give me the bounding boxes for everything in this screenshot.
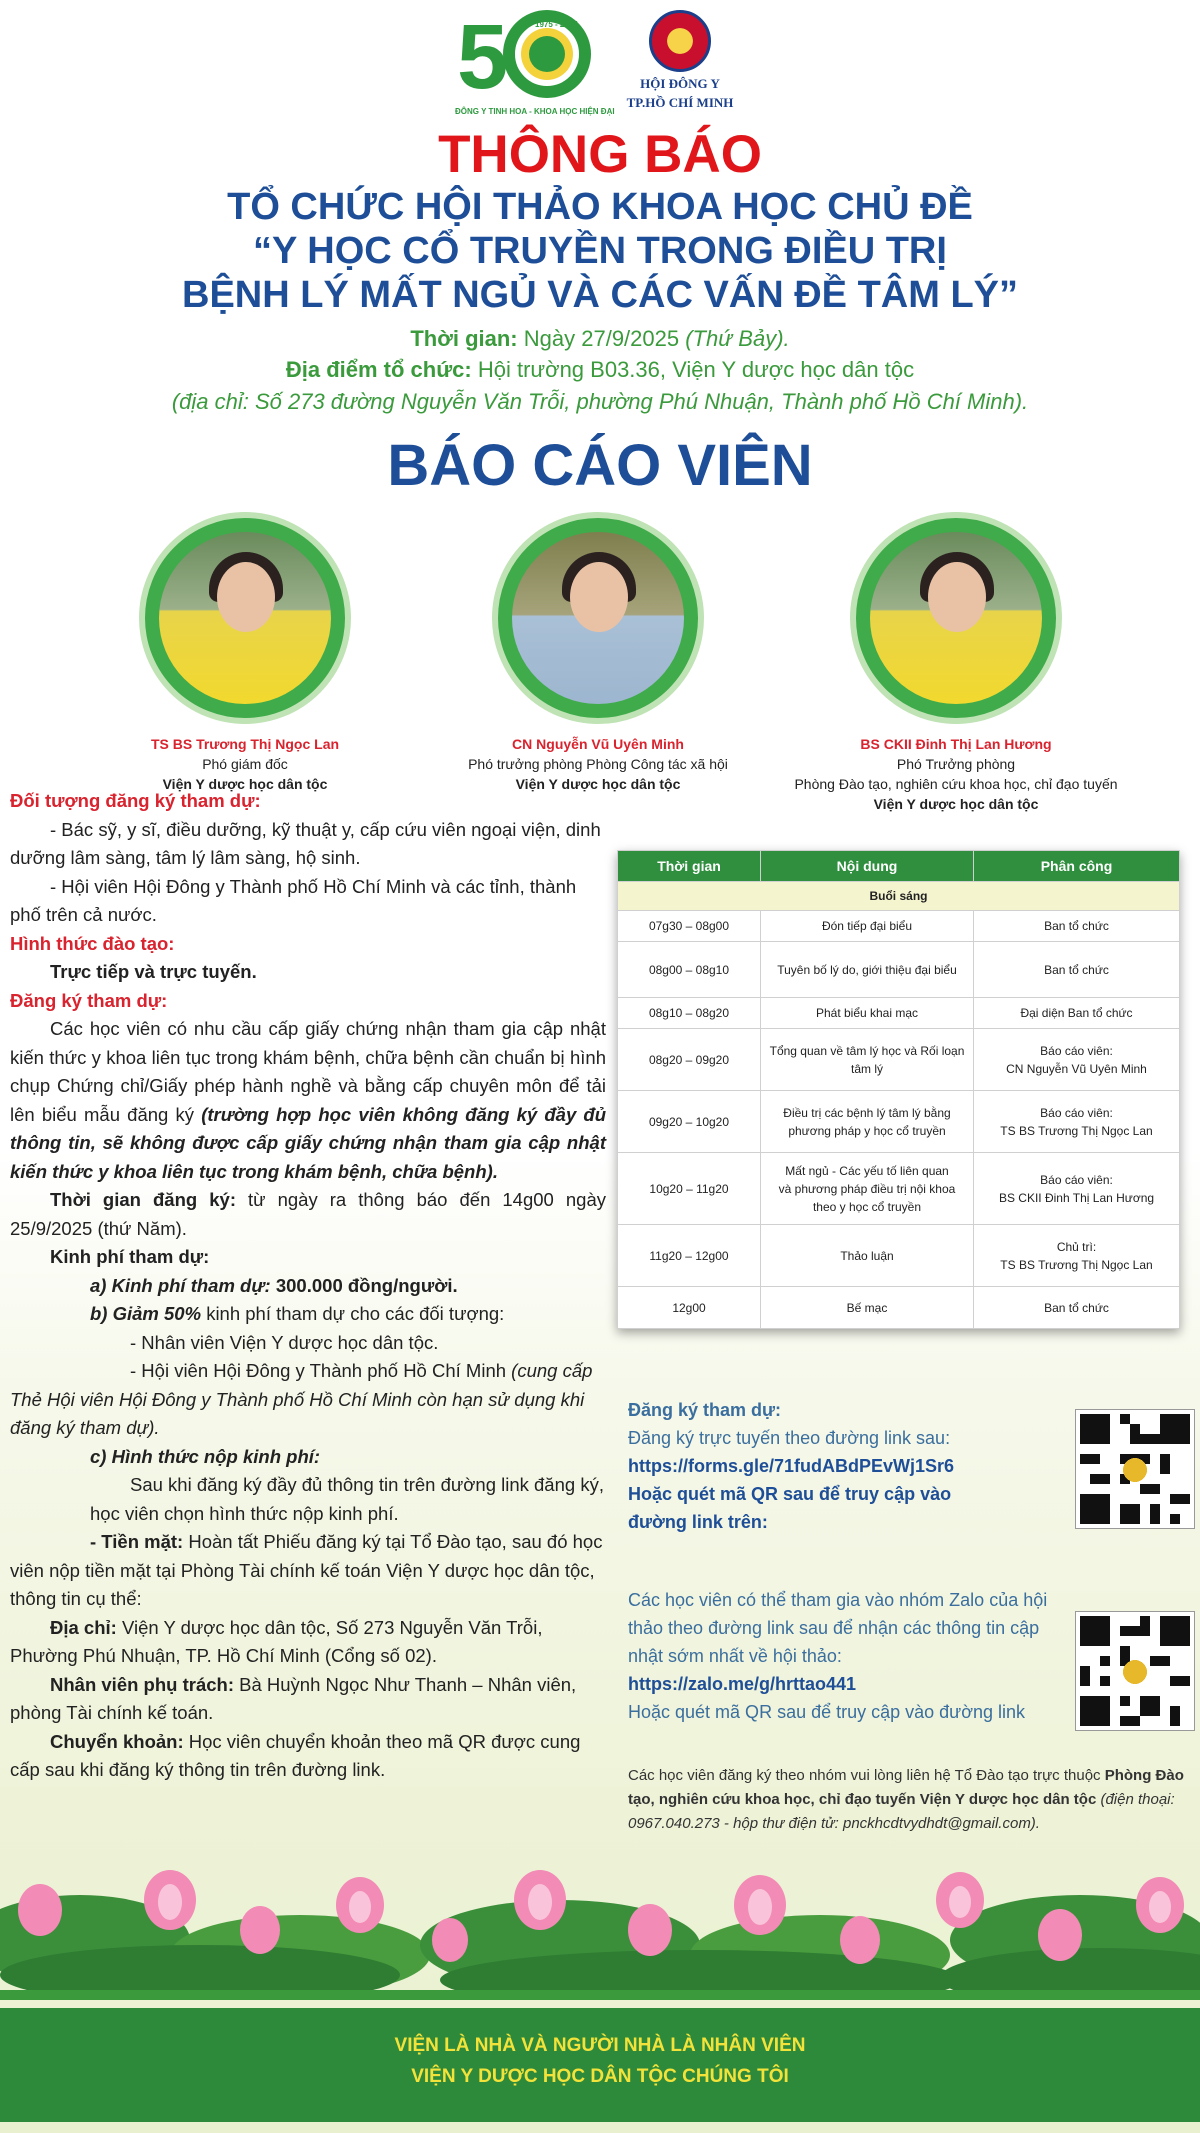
fee-c-heading <box>10 1443 606 1472</box>
schedule-table <box>617 850 1180 1329</box>
speaker-role: Phó trưởng phòng Phòng Công tác xã hội <box>468 756 728 772</box>
workshop-title-line2: “Y HỌC CỔ TRUYỀN TRONG ĐIỀU TRỊ <box>253 230 947 272</box>
zalo-group <box>628 1586 1068 1726</box>
cash-label: - Tiền mặt: <box>90 1531 184 1552</box>
event-place <box>0 357 1200 383</box>
row-content: Phát biểu khai mạc <box>761 998 974 1029</box>
row-assign: Đại diện Ban tổ chức <box>974 998 1180 1029</box>
footer-slogan <box>0 2030 1200 2092</box>
row-time: 09g20 – 10g20 <box>618 1091 761 1153</box>
table-row <box>618 1153 1180 1225</box>
contact-text: Các học viên đăng ký theo nhóm vui lòng liên hệ Tổ Đào tạo trực thuộc <box>628 1767 1101 1784</box>
svg-text:5: 5 <box>457 8 509 100</box>
cash-value: Hoàn tất Phiếu đăng ký tại Tổ Đào tạo, sau đó học viên nộp tiền mặt tại Phòng Tài chính kế toán Viện Y dược học dân tộc, thông tin cụ thể: <box>10 1531 603 1609</box>
staff-value: Bà Huỳnh Ngọc Như Thanh – Nhân viên, phòng Tài chính kế toán. <box>10 1673 577 1723</box>
speaker-photo <box>850 512 1062 724</box>
zalo-qr-code[interactable] <box>1076 1612 1194 1730</box>
register-box-heading: Đăng ký tham dự: <box>628 1400 782 1420</box>
row-content: Tuyên bố lý do, giới thiệu đại biểu <box>761 942 974 998</box>
row-assign: Báo cáo viên: CN Nguyễn Vũ Uyên Minh <box>974 1029 1180 1091</box>
transfer-label: Chuyển khoản: <box>50 1730 184 1752</box>
speaker-org: Viện Y dược học dân tộc <box>162 776 328 792</box>
address-label: Địa chỉ: <box>50 1616 117 1638</box>
fee-b <box>10 1300 606 1329</box>
row-assign: Báo cáo viên: BS CKII Đinh Thị Lan Hương <box>974 1153 1180 1225</box>
speaker-org: Viện Y dược học dân tộc <box>515 776 681 792</box>
hoi-dong-y-city: TP.HỒ CHÍ MINH <box>626 95 734 110</box>
session-row <box>618 882 1180 911</box>
anniversary-caption: ĐÔNG Y TINH HOA - KHOA HỌC HIỆN ĐẠI <box>455 107 615 116</box>
table-row <box>618 911 1180 942</box>
row-assign: Ban tổ chức <box>974 942 1180 998</box>
speaker-photo <box>492 512 704 724</box>
speaker-role: Phó giám đốc <box>202 756 288 772</box>
table-row <box>618 942 1180 998</box>
zalo-line2: Hoặc quét mã QR sau để truy cập vào đường link <box>628 1702 1026 1722</box>
audience-item-1: - Bác sỹ, y sĩ, điều dưỡng, kỹ thuật y, cấp cứu viên ngoại viện, dinh dưỡng lâm sàng, tâm lý lâm sàng, hộ sinh. <box>10 818 601 868</box>
speaker-name: BS CKII Đinh Thị Lan Hương <box>860 736 1052 752</box>
schedule-header-row <box>618 851 1180 882</box>
speaker-3 <box>766 512 1146 814</box>
register-heading: Đăng ký tham dự: <box>10 989 168 1011</box>
slogan-line2: VIỆN Y DƯỢC HỌC DÂN TỘC CHÚNG TÔI <box>411 2066 789 2087</box>
time-label: Thời gian: <box>410 326 518 351</box>
fee-b-value: kinh phí tham dự cho các đối tượng: <box>206 1303 505 1324</box>
row-assign: Chủ trì: TS BS Trương Thị Ngọc Lan <box>974 1225 1180 1287</box>
qr-code-icon <box>1080 1616 1190 1726</box>
session-label: Buổi sáng <box>618 882 1180 911</box>
event-address: (địa chỉ: Số 273 đường Nguyễn Văn Trỗi, phường Phú Nhuận, Thành phố Hồ Chí Minh). <box>171 389 1029 414</box>
speaker-role: Phó Trưởng phòng <box>896 756 1016 772</box>
speakers-heading: BÁO CÁO VIÊN <box>387 433 813 498</box>
place-value: Hội trường B03.36, Viện Y dược học dân tộc <box>477 357 915 382</box>
row-assign: Ban tổ chức <box>974 1287 1180 1329</box>
fee-b-item-1: - Nhân viên Viện Y dược học dân tộc. <box>130 1331 439 1353</box>
row-time: 08g20 – 09g20 <box>618 1029 761 1091</box>
fee-b-item-2 <box>10 1357 606 1443</box>
audience-item-2: - Hội viên Hội Đông y Thành phố Hồ Chí Minh và các tỉnh, thành phố trên cả nước. <box>10 875 577 925</box>
speaker-org: Viện Y dược học dân tộc <box>873 796 1039 812</box>
table-row <box>618 1287 1180 1329</box>
yin-yang-seal-icon <box>649 10 711 72</box>
fee-c-label: c) Hình thức nộp kinh phí: <box>90 1445 321 1467</box>
table-row <box>618 1225 1180 1287</box>
format-value: Trực tiếp và trực tuyến. <box>50 961 257 982</box>
table-row <box>618 998 1180 1029</box>
fee-b-label: b) Giảm 50% <box>90 1303 202 1324</box>
row-content: Bế mạc <box>761 1287 974 1329</box>
row-time: 12g00 <box>618 1287 761 1329</box>
fee-a-label: a) Kinh phí tham dự: <box>90 1274 271 1296</box>
register-box-line1: Đăng ký trực tuyến theo đường link sau: <box>628 1428 951 1448</box>
format-heading: Hình thức đào tạo: <box>10 932 175 954</box>
row-assign: Báo cáo viên: TS BS Trương Thị Ngọc Lan <box>974 1091 1180 1153</box>
register-paragraph <box>10 1015 606 1186</box>
row-content: Tổng quan về tâm lý học và Rối loạn tâm lý <box>761 1029 974 1091</box>
deadline-value: từ ngày ra thông báo đến 14g00 ngày 25/9/2025 (thứ Năm). <box>10 1189 606 1239</box>
place-label: Địa điểm tổ chức: <box>285 357 472 382</box>
row-time: 08g00 – 08g10 <box>618 942 761 998</box>
zalo-link[interactable]: https://zalo.me/g/hrttao441 <box>628 1674 857 1694</box>
register-box-line2: Hoặc quét mã QR sau để truy cập vào đường link trên: <box>628 1484 952 1532</box>
speaker-name: CN Nguyễn Vũ Uyên Minh <box>512 736 684 752</box>
register-warning: (trường hợp học viên không đăng ký đầy đủ thông tin, sẽ không được cấp giấy chứng nhận tham gia cập nhật kiến thức y khoa liên tục trong khám bệnh, chữa bệnh). <box>10 1103 607 1182</box>
transfer-value: Học viên chuyển khoản theo mã QR được cung cấp sau khi đăng ký thông tin trên đường link. <box>10 1730 581 1780</box>
audience-heading: Đối tượng đăng ký tham dự: <box>10 790 261 811</box>
hoi-dong-y-logo <box>620 10 740 116</box>
contact-department: Phòng Đào tạo, nghiên cứu khoa học, chỉ đạo tuyến Viện Y dược học dân tộc <box>628 1767 1184 1808</box>
staff-label: Nhân viên phụ trách: <box>50 1673 234 1695</box>
speaker-name: TS BS Trương Thị Ngọc Lan <box>150 736 340 752</box>
fee-a <box>10 1272 606 1301</box>
footer-stripe <box>0 1990 1200 2000</box>
table-row <box>618 1029 1180 1091</box>
lotus-decoration <box>0 1790 1200 1990</box>
fee-c-paragraph: Sau khi đăng ký đầy đủ thông tin trên đường link đăng ký, học viên chọn hình thức nộp kinh phí. <box>90 1474 604 1524</box>
registration-details <box>10 787 606 1785</box>
fee-b-item-2-text: - Hội viên Hội Đông y Thành phố Hồ Chí Minh <box>130 1360 507 1381</box>
event-time <box>0 326 1200 352</box>
cash-payment <box>10 1528 606 1614</box>
deadline <box>10 1186 606 1243</box>
qr-code-icon <box>1080 1414 1190 1524</box>
speaker-photo <box>139 512 351 724</box>
fee-heading: Kinh phí tham dự: <box>50 1246 210 1267</box>
speaker-2 <box>408 512 788 794</box>
register-text: Các học viên có nhu cầu cấp giấy chứng nhận tham gia cập nhật kiến thức y khoa liên tục trong khám bệnh, chữa bệnh cần chuẩn bị hình chụp Chứng chỉ/Giấy phép hành nghề và bằng cấp chuyên môn để tải lên biểu mẫu đăng ký <box>10 1018 606 1125</box>
speaker-1 <box>55 512 435 794</box>
time-value: Ngày 27/9/2025 <box>523 326 680 351</box>
column-header: Phân công <box>974 851 1180 882</box>
fee-a-value: 300.000 đồng/người. <box>275 1274 458 1296</box>
row-time: 07g30 – 08g00 <box>618 911 761 942</box>
workshop-title-line3: BỆNH LÝ MẤT NGỦ VÀ CÁC VẤN ĐỀ TÂM LÝ” <box>182 274 1018 316</box>
address-value: Viện Y dược học dân tộc, Số 273 Nguyễn Văn Trỗi, Phường Phú Nhuận, TP. Hồ Chí Minh (Cổng số 02). <box>10 1616 543 1666</box>
table-row <box>618 1091 1180 1153</box>
register-qr-code[interactable] <box>1076 1410 1194 1528</box>
row-content: Đón tiếp đại biểu <box>761 911 974 942</box>
row-content: Điều trị các bệnh lý tâm lý bằng phương pháp y học cổ truyền <box>761 1091 974 1153</box>
zalo-line1: Các học viên có thể tham gia vào nhóm Zalo của hội thảo theo đường link sau để nhận các thông tin cập nhật sớm nhất về hội thảo: <box>628 1590 1048 1666</box>
anniversary-logo <box>455 8 615 116</box>
deadline-label: Thời gian đăng ký: <box>50 1189 236 1210</box>
row-time: 11g20 – 12g00 <box>618 1225 761 1287</box>
fee-b-item-2-note: (cung cấp Thẻ Hội viên Hội Đông y Thành phố Hồ Chí Minh còn hạn sử dụng khi đăng ký tham dự). <box>10 1360 593 1438</box>
workshop-title-line1: TỔ CHỨC HỘI THẢO KHOA HỌC CHỦ ĐỀ <box>227 186 973 228</box>
row-content: Thảo luận <box>761 1225 974 1287</box>
transfer <box>10 1728 606 1785</box>
staff <box>10 1671 606 1728</box>
row-time: 08g10 – 08g20 <box>618 998 761 1029</box>
speaker-role-dept: Phòng Đào tạo, nghiên cứu khoa học, chỉ đạo tuyến <box>794 776 1118 792</box>
anniversary-years: 1975 - 2025 <box>535 20 578 29</box>
online-registration <box>628 1396 968 1536</box>
address <box>10 1614 606 1671</box>
row-assign: Ban tổ chức <box>974 911 1180 942</box>
column-header: Nội dung <box>761 851 974 882</box>
row-time: 10g20 – 11g20 <box>618 1153 761 1225</box>
announcement-title: THÔNG BÁO <box>438 125 762 184</box>
time-day: (Thứ Bảy). <box>685 326 790 351</box>
slogan-line1: VIỆN LÀ NHÀ VÀ NGƯỜI NHÀ LÀ NHÂN VIÊN <box>394 2035 806 2056</box>
column-header: Thời gian <box>618 851 761 882</box>
contact-details: (điện thoại: 0967.040.273 - hộp thư điện tử: pnckhcdtvydhdt@gmail.com). <box>628 1791 1175 1832</box>
hoi-dong-y-name: HỘI ĐÔNG Y <box>640 76 720 91</box>
row-content: Mất ngủ - Các yếu tố liên quan và phương pháp điều trị nội khoa theo y học cổ truyền <box>761 1153 974 1225</box>
register-link[interactable]: https://forms.gle/71fudABdPEvWj1Sr6 <box>628 1456 955 1476</box>
